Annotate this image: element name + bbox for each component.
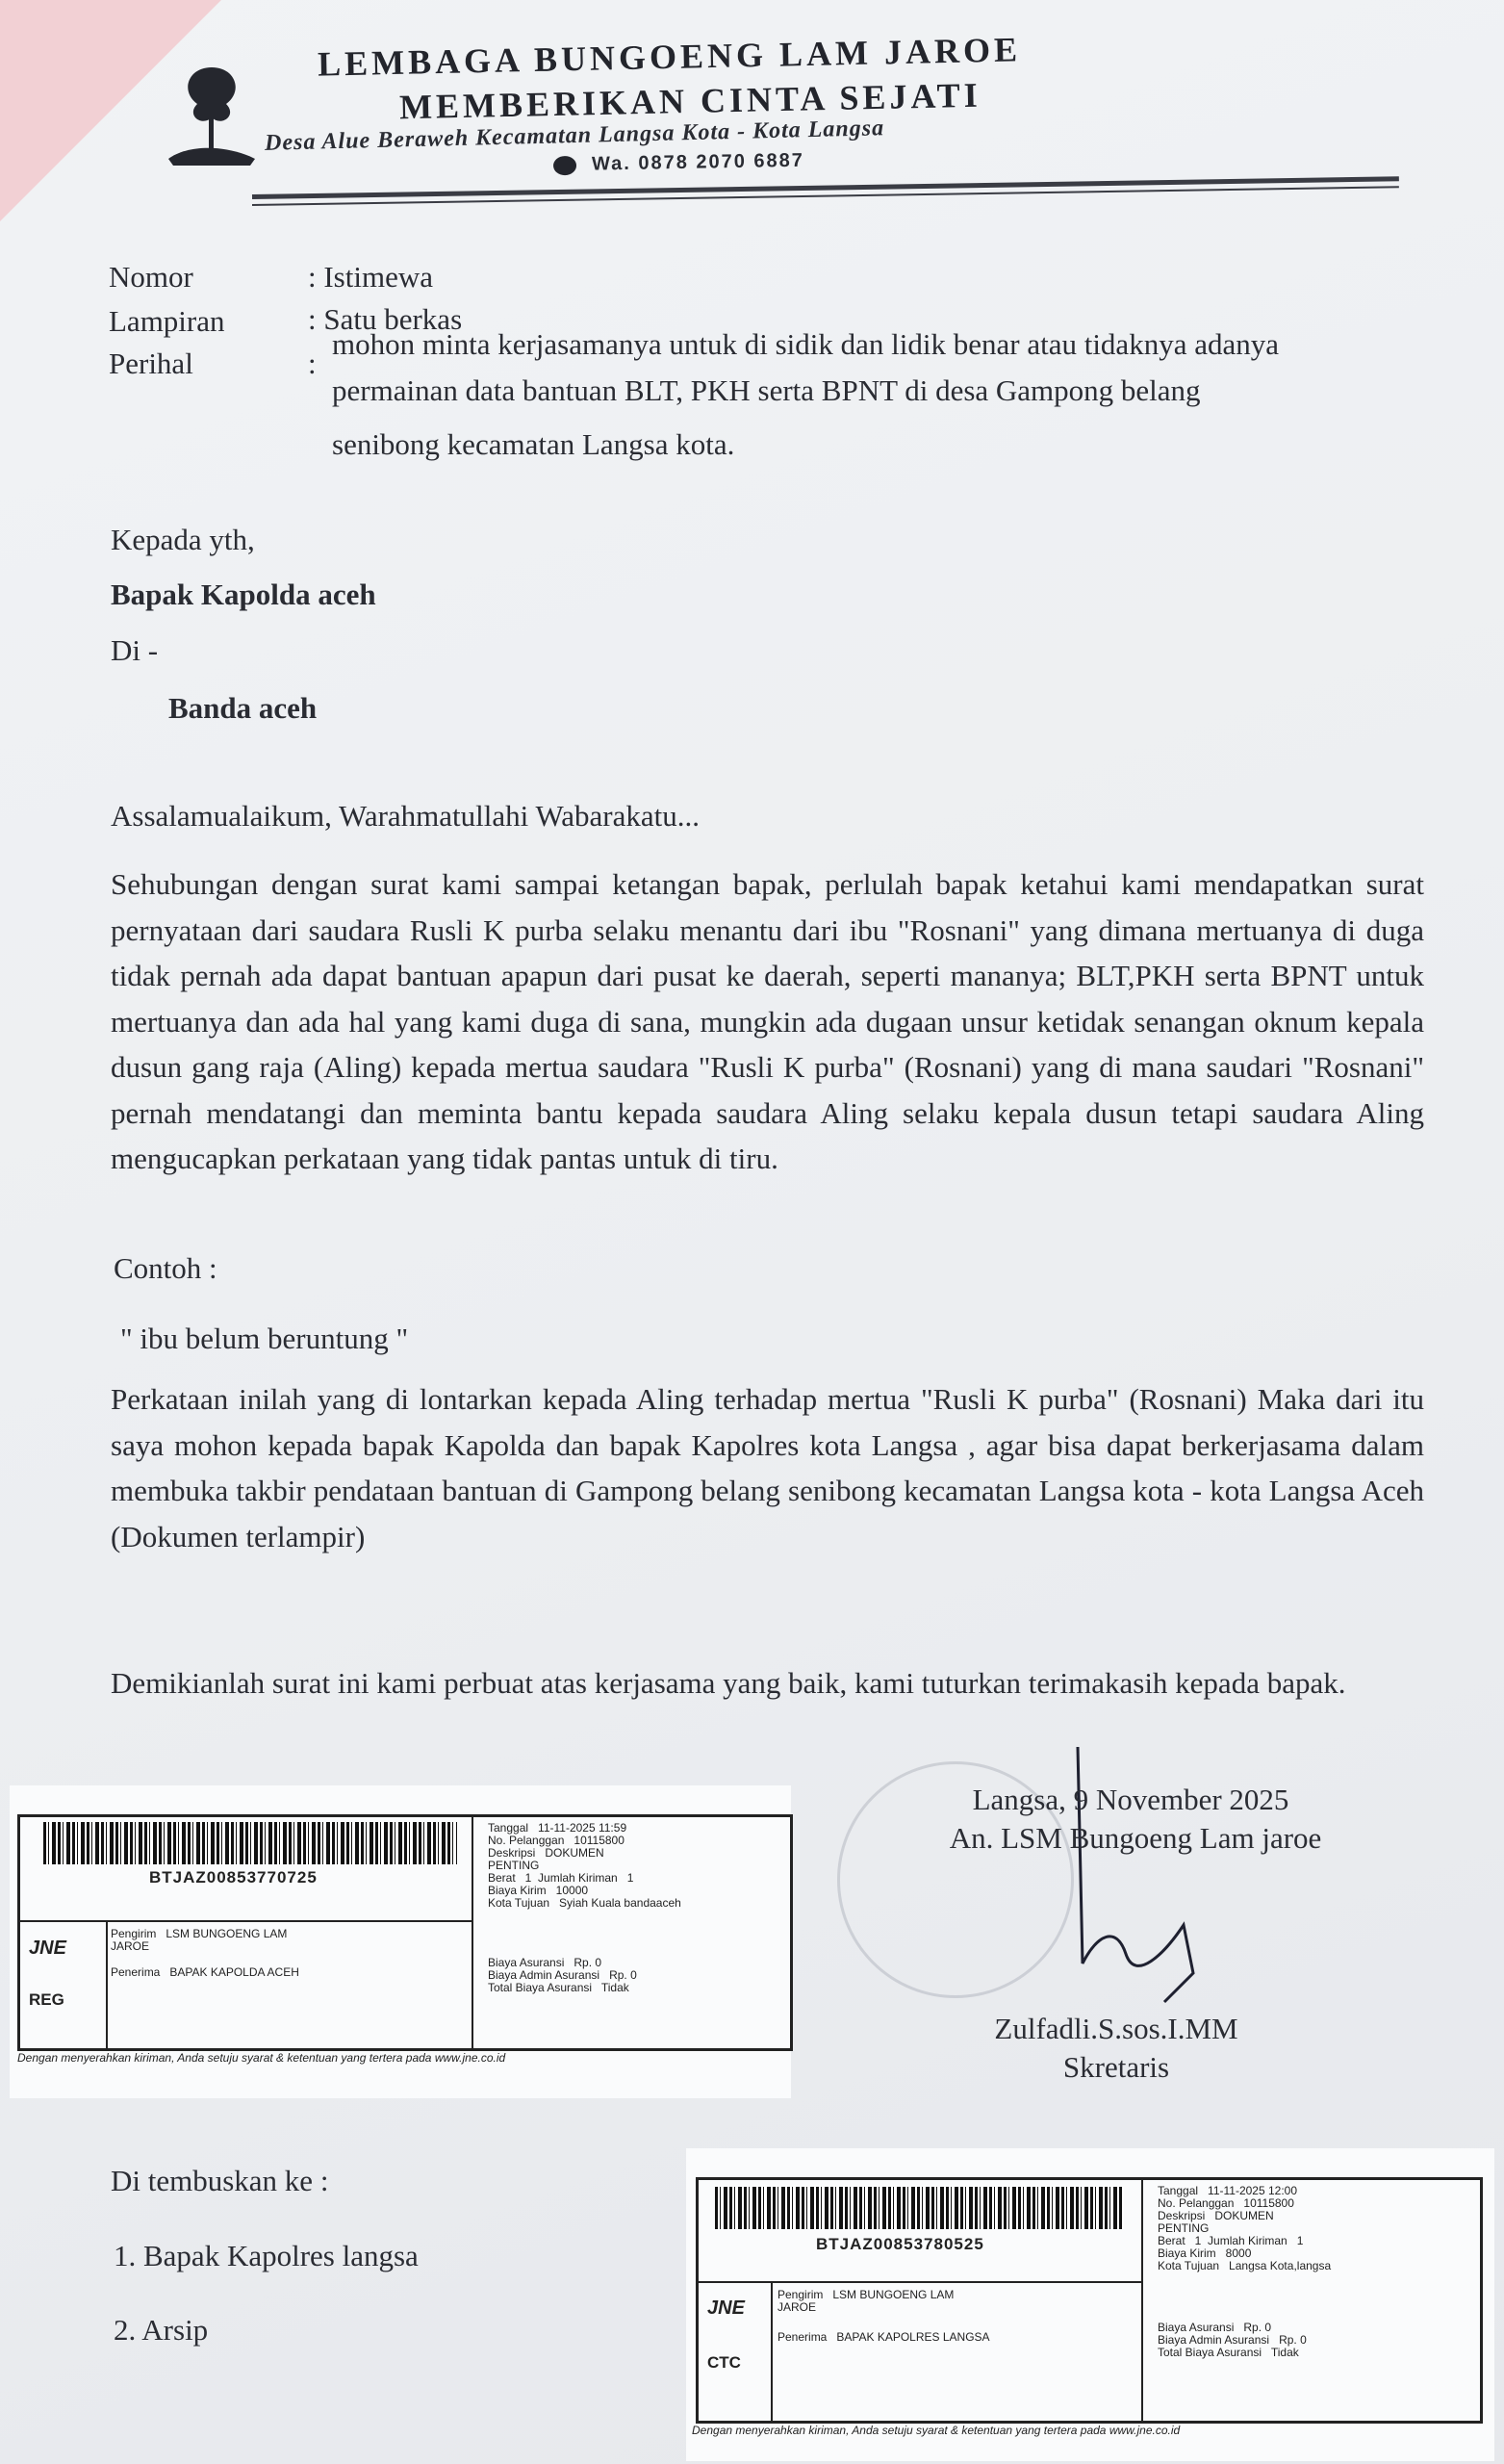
- receipt-divider: [17, 1920, 473, 1922]
- lampiran-value: : Satu berkas: [308, 302, 463, 336]
- perihal-colon: :: [308, 346, 317, 380]
- place-date: Langsa, 9 November 2025: [972, 1783, 1289, 1816]
- example-quote: " ibu belum beruntung ": [120, 1322, 409, 1355]
- insurance-costs: Biaya Asuransi Rp. 0 Biaya Admin Asuransi Rp. 0 Total Biaya Asuransi Tidak: [1158, 2321, 1307, 2359]
- shipment-details: Tanggal 11-11-2025 11:59 No. Pelanggan 10115800 Deskripsi DOKUMEN PENTING Berat 1 Jumlah Kiriman 1 Biaya Kirim 10000 Kota Tujuan Syiah Kuala bandaaceh: [488, 1821, 681, 1910]
- receipt-divider: [106, 1920, 108, 2048]
- sender: Pengirim LSM BUNGOENG LAM JAROE: [777, 2288, 955, 2314]
- on-behalf-line: An. LSM Bungoeng Lam jaroe: [949, 1821, 1322, 1855]
- lampiran-label: Lampiran: [109, 304, 225, 338]
- addressee-di: Di -: [111, 633, 159, 667]
- disclaimer: Dengan menyerahkan kiriman, Anda setuju syarat & ketentuan yang tertera pada www.jne.co.id: [17, 2051, 506, 2065]
- recipient: Penerima BAPAK KAPOLRES LANGSA: [777, 2330, 990, 2344]
- signatory-name: Zulfadli.S.sos.I.MM: [994, 2012, 1238, 2045]
- recipient: Penerima BAPAK KAPOLDA ACEH: [111, 1965, 299, 1979]
- receipt-divider: [696, 2281, 1143, 2283]
- service-type: CTC: [707, 2353, 741, 2372]
- org-name-line1: LEMBAGA BUNGOENG LAM JAROE: [317, 30, 1022, 84]
- receipt-divider: [771, 2281, 773, 2421]
- jne-receipt-kapolres: [686, 2148, 1494, 2461]
- perihal-line-2: permainan data bantuan BLT, PKH serta BPNT di desa Gampong belang: [332, 373, 1201, 407]
- jne-receipt-kapolda: [10, 1785, 791, 2098]
- body-paragraph-2: Perkataan inilah yang di lontarkan kepada Aling terhadap mertua "Rusli K purba" (Rosnani) Maka dari itu saya mohon kepada bapak Kapolda dan bapak Kapolres kota Langsa , agar bisa dapat berkerjasama dalam membuka takbir pendataan bantuan di Gampong belang senibong kecamatan Langsa kota - kota Langsa Aceh (Dokumen terlampir): [111, 1382, 1424, 1553]
- body-paragraph-1: Sehubungan dengan surat kami sampai ketangan bapak, perlulah bapak ketahui kami mendapatkan surat pernyataan dari saudara Rusli K purba selaku menantu dari ibu "Rosnani" yang dimana mertuanya di duga tidak pernah ada dapat bantuan apapun dari pusat ke daerah, seperti mananya; BLT,PKH serta BPNT untuk mertuanya dan ada hal yang kami duga di sana, mungkin ada dugaan unsur ketidak senangan oknum kepala dusun gang raja (Aling) kepada mertua saudara "Rusli K purba" (Rosnani) yang di mana saudari "Rosnani" pernah mendatangi dan meminta bantu kepada saudara Aling selaku kepala dusun tetapi saudara Aling mengucapkan perkataan yang tidak pantas untuk di tiru.: [111, 867, 1424, 1175]
- closing-paragraph: Demikianlah surat ini kami perbuat atas kerjasama yang baik, kami tuturkan terimakasih kepada bapak.: [111, 1666, 1346, 1700]
- contoh-label: Contoh :: [114, 1251, 217, 1285]
- perihal-line-1: mohon minta kerjasamanya untuk di sidik dan lidik benar atau tidaknya adanya: [332, 327, 1279, 361]
- perihal-line-3: senibong kecamatan Langsa kota.: [332, 427, 735, 461]
- whatsapp-line: [553, 150, 804, 177]
- cc-item-2: 2. Arsip: [114, 2313, 209, 2347]
- addressee-name: Bapak Kapolda aceh: [111, 578, 376, 611]
- signatory-title: Skretaris: [1062, 2050, 1170, 2084]
- barcode: [715, 2187, 1124, 2229]
- whatsapp-number: Wa. 0878 2070 6887: [591, 149, 805, 175]
- cc-item-1: 1. Bapak Kapolres langsa: [114, 2239, 419, 2272]
- nomor-value: : Istimewa: [308, 260, 433, 294]
- receipt-divider: [472, 1814, 473, 2048]
- barcode: [43, 1822, 457, 1864]
- nomor-label: Nomor: [109, 260, 193, 294]
- disclaimer: Dengan menyerahkan kiriman, Anda setuju syarat & ketentuan yang tertera pada www.jne.co.id: [692, 2424, 1181, 2437]
- addressee-city: Banda aceh: [168, 691, 318, 725]
- kepada-line: Kepada yth,: [111, 523, 255, 556]
- insurance-costs: Biaya Asuransi Rp. 0 Biaya Admin Asuransi Rp. 0 Total Biaya Asuransi Tidak: [488, 1956, 637, 1994]
- organization-logo: [159, 58, 265, 173]
- perihal-label: Perihal: [109, 346, 193, 380]
- greeting: Assalamualaikum, Warahmatullahi Wabarakatu...: [111, 799, 700, 833]
- awb-number: BTJAZ00853780525: [816, 2235, 984, 2253]
- receipt-divider: [1141, 2177, 1143, 2421]
- org-name-line2: MEMBERIKAN CINTA SEJATI: [398, 75, 982, 127]
- shipment-details: Tanggal 11-11-2025 12:00 No. Pelanggan 10115800 Deskripsi DOKUMEN PENTING Berat 1 Jumlah Kiriman 1 Biaya Kirim 8000 Kota Tujuan Langsa Kota,langsa: [1158, 2184, 1332, 2272]
- jne-logo: JNE: [29, 1938, 66, 1959]
- service-type: REG: [29, 1990, 64, 2009]
- sender: Pengirim LSM BUNGOENG LAM JAROE: [111, 1927, 288, 1953]
- org-address: Desa Alue Beraweh Kecamatan Langsa Kota - Kota Langsa: [264, 116, 885, 156]
- cc-label: Di tembuskan ke :: [111, 2164, 329, 2197]
- awb-number: BTJAZ00853770725: [149, 1868, 318, 1886]
- whatsapp-icon: [553, 156, 576, 175]
- jne-logo: JNE: [707, 2297, 745, 2319]
